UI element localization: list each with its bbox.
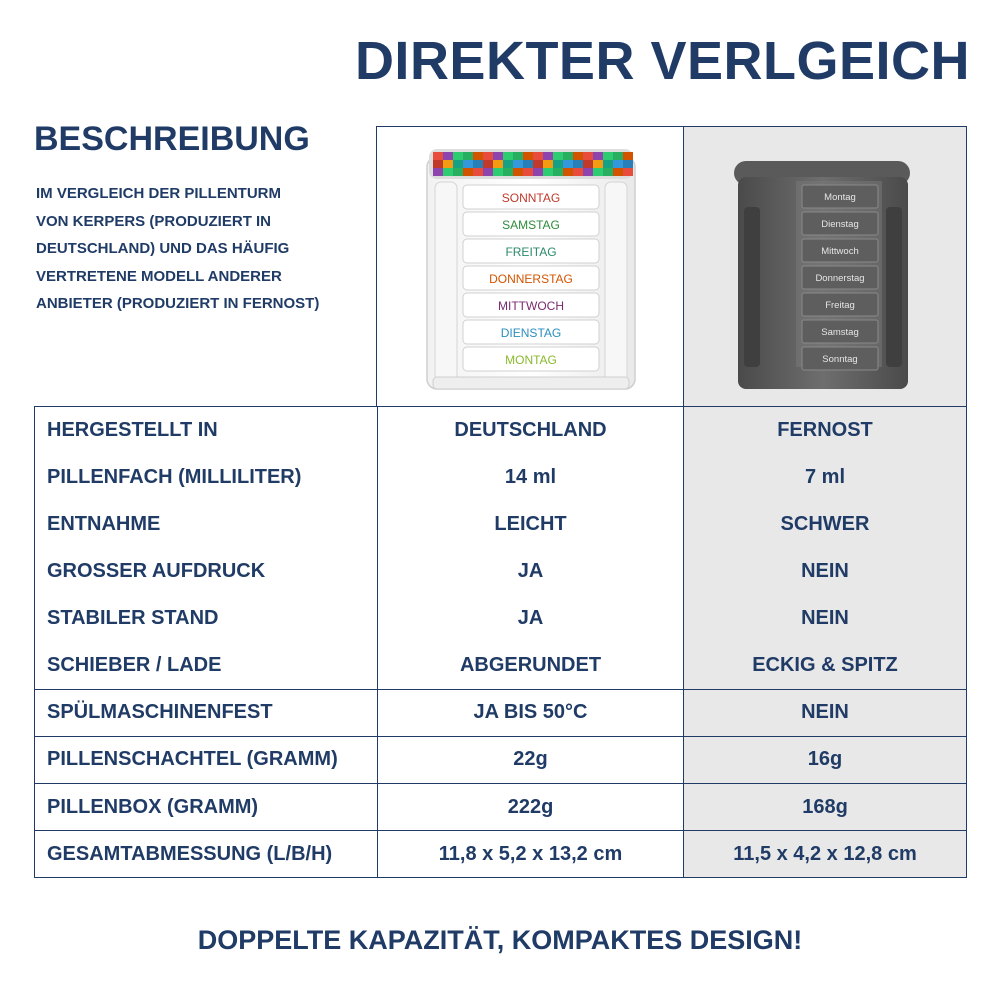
lid-tile [533, 160, 543, 168]
table-row [34, 689, 967, 738]
lid-tile [553, 152, 563, 160]
lid-tile [483, 152, 493, 160]
kerpers-pill-tower-image [377, 127, 685, 409]
fernost-drawer-label: Dienstag [821, 219, 859, 230]
lid-tile [453, 160, 463, 168]
table-row [34, 641, 967, 690]
kerpers-drawer-label: MITTWOCH [498, 299, 564, 313]
page-title: DIREKTER VERLGEICH [354, 31, 970, 91]
table-row [34, 406, 967, 455]
lid-tile [493, 168, 503, 176]
lid-tile [443, 152, 453, 160]
footer-slogan: DOPPELTE KAPAZITÄT, KOMPAKTES DESIGN! [197, 925, 803, 955]
lid-tile [443, 160, 453, 168]
lid-tile [613, 160, 623, 168]
lid-tile [563, 152, 573, 160]
lid-tile [603, 160, 613, 168]
row-label: GROSSER AUFDRUCK [35, 548, 378, 595]
kerpers-value: JA BIS 50°C [378, 690, 684, 737]
row-label: PILLENFACH (MILLILITER) [35, 454, 378, 501]
kerpers-value: LEICHT [378, 501, 684, 548]
lid-tile [603, 152, 613, 160]
fernost-drawer-label: Mittwoch [821, 246, 859, 257]
kerpers-drawer-label: SAMSTAG [502, 218, 560, 232]
lid-tile [503, 160, 513, 168]
fernost-value: ECKIG & SPITZ [684, 642, 966, 689]
lid-tile [473, 168, 483, 176]
lid-tile [453, 152, 463, 160]
lid-tile [473, 160, 483, 168]
lid-tile [583, 160, 593, 168]
row-label: HERGESTELLT IN [35, 407, 378, 454]
row-label: ENTNAHME [35, 501, 378, 548]
fernost-value: 168g [684, 784, 966, 831]
lid-tile [533, 168, 543, 176]
lid-tile [453, 168, 463, 176]
lid-tile [603, 168, 613, 176]
table-row [34, 500, 967, 549]
description-text: IM VERGLEICH DER PILLENTURM VON KERPERS (PRODUZIERT IN DEUTSCHLAND) UND DAS HÄUFIG VERTRETENE MODELL ANDERER ANBIETER (PRODUZIERT IN FERNOST) [36, 185, 320, 312]
table-row [34, 783, 967, 832]
table-row [34, 830, 967, 879]
lid-tile [503, 152, 513, 160]
lid-tile [543, 152, 553, 160]
lid-tile [593, 168, 603, 176]
table-row [34, 736, 967, 785]
lid-tile [463, 168, 473, 176]
lid-tile [483, 160, 493, 168]
fernost-value: FERNOST [684, 407, 966, 454]
lid-tile [533, 152, 543, 160]
fernost-value: NEIN [684, 690, 966, 737]
kerpers-value: 22g [378, 737, 684, 784]
row-label: STABILER STAND [35, 595, 378, 642]
description-heading: BESCHREIBUNG [34, 120, 310, 158]
lid-tile [553, 168, 563, 176]
lid-tile [613, 152, 623, 160]
fernost-drawer-label: Samstag [821, 327, 859, 338]
lid-tile [573, 160, 583, 168]
lid-tile [443, 168, 453, 176]
lid-tile [593, 160, 603, 168]
kerpers-value: 222g [378, 784, 684, 831]
lid-tile [623, 160, 633, 168]
lid-tile [503, 168, 513, 176]
row-label: SCHIEBER / LADE [35, 642, 378, 689]
lid-tile [623, 152, 633, 160]
lid-tile [493, 160, 503, 168]
lid-tile [493, 152, 503, 160]
row-label: PILLENBOX (GRAMM) [35, 784, 378, 831]
lid-tile [433, 152, 443, 160]
lid-tile [483, 168, 493, 176]
table-row [34, 547, 967, 596]
lid-tile [473, 152, 483, 160]
lid-tile [463, 152, 473, 160]
row-label: PILLENSCHACHTEL (GRAMM) [35, 737, 378, 784]
fernost-value: 16g [684, 737, 966, 784]
lid-tile [623, 168, 633, 176]
kerpers-value: JA [378, 595, 684, 642]
lid-tile [553, 160, 563, 168]
lid-tile [593, 152, 603, 160]
lid-tile [463, 160, 473, 168]
lid-tile [543, 160, 553, 168]
lid-tile [513, 160, 523, 168]
row-label: GESAMTABMESSUNG (L/B/H) [35, 831, 378, 878]
fernost-pill-tower-image [684, 127, 968, 409]
kerpers-drawer-label: DONNERSTAG [489, 272, 573, 286]
lid-tile [573, 152, 583, 160]
fernost-value: NEIN [684, 595, 966, 642]
kerpers-value: JA [378, 548, 684, 595]
lid-tile [563, 160, 573, 168]
lid-tile [563, 168, 573, 176]
fernost-value: NEIN [684, 548, 966, 595]
fernost-value: 7 ml [684, 454, 966, 501]
lid-tile [543, 168, 553, 176]
fernost-value: SCHWER [684, 501, 966, 548]
kerpers-drawer-label: FREITAG [505, 245, 557, 259]
kerpers-product-image-cell [376, 126, 684, 408]
kerpers-value: 11,8 x 5,2 x 13,2 cm [378, 831, 684, 878]
fernost-drawer-label: Donnerstag [815, 273, 865, 284]
kerpers-drawer-label: SONNTAG [501, 191, 561, 205]
lid-tile [513, 168, 523, 176]
row-label: SPÜLMASCHINENFEST [35, 690, 378, 737]
lid-tile [433, 168, 443, 176]
kerpers-value: 14 ml [378, 454, 684, 501]
lid-tile [523, 168, 533, 176]
fernost-drawer-label: Freitag [825, 300, 855, 311]
lid-tile [523, 160, 533, 168]
lid-tile [613, 168, 623, 176]
lid-tile [583, 168, 593, 176]
fernost-drawer-label: Montag [824, 192, 856, 203]
kerpers-drawer-label: MONTAG [505, 353, 557, 367]
comparison-table [34, 406, 967, 878]
fernost-product-image-cell [683, 126, 967, 408]
lid-tile [513, 152, 523, 160]
kerpers-value: ABGERUNDET [378, 642, 684, 689]
fernost-value: 11,5 x 4,2 x 12,8 cm [684, 831, 966, 878]
fernost-drawer-label: Sonntag [822, 354, 858, 365]
kerpers-drawer-label: DIENSTAG [500, 326, 562, 340]
lid-tile [573, 168, 583, 176]
lid-tile [583, 152, 593, 160]
lid-tile [433, 160, 443, 168]
kerpers-value: DEUTSCHLAND [378, 407, 684, 454]
lid-tile [523, 152, 533, 160]
table-row [34, 453, 967, 502]
table-row [34, 594, 967, 643]
